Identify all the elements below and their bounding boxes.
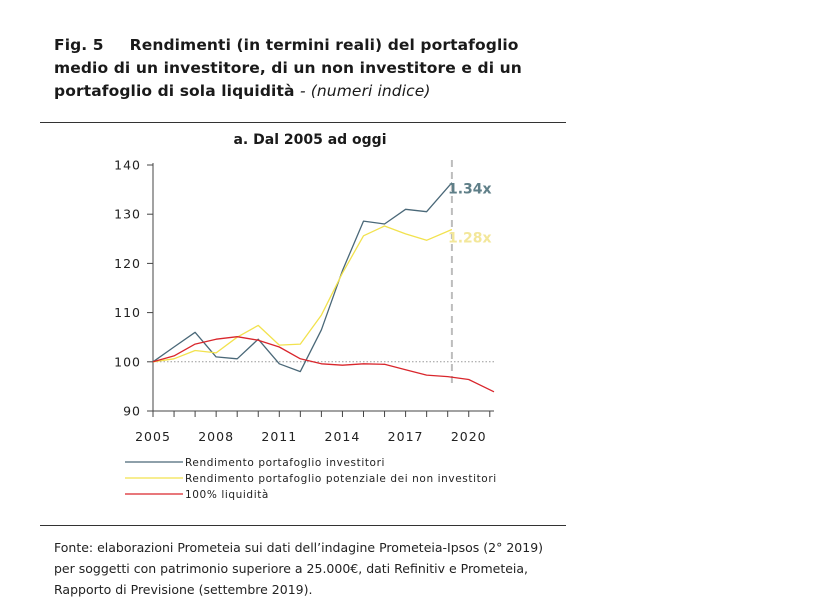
- series-line-1: [153, 226, 452, 362]
- x-tick-label: 2011: [261, 429, 298, 444]
- chart-annotations: [448, 182, 492, 247]
- y-tick-label: 130: [114, 206, 141, 222]
- legend-label: Rendimento portafoglio investitori: [185, 457, 386, 469]
- multiplier-annotation: 1.28x: [448, 230, 492, 247]
- figure-number: Fig. 5: [54, 36, 104, 54]
- chart-legend: [125, 457, 497, 501]
- x-tick-label: 2005: [135, 429, 171, 444]
- legend-label: 100% liquidità: [185, 489, 269, 501]
- multiplier-annotation: 1.34x: [448, 181, 492, 198]
- legend-label: Rendimento portafoglio potenziale dei non investitori: [185, 473, 497, 485]
- x-tick-label: 2017: [387, 429, 424, 444]
- x-tick-label: 2008: [198, 429, 235, 444]
- y-tick-label: 120: [114, 255, 141, 271]
- x-tick-label: 2014: [324, 429, 361, 444]
- x-tick-label: 2020: [450, 429, 487, 444]
- series-line-2: [153, 337, 494, 392]
- chart-series: [153, 183, 494, 392]
- source-note: Fonte: elaborazioni Prometeia sui dati dell’indagine Prometeia-Ipsos (2° 2019) per soggetti con patrimonio superiore a 25.000€, dati Refinitiv e Prometeia, Rapporto di Previsione (settembre 2019).: [54, 540, 544, 597]
- y-tick-label: 140: [114, 157, 141, 173]
- y-tick-label: 110: [114, 305, 141, 321]
- y-tick-label: 90: [123, 403, 141, 419]
- y-tick-label: 100: [114, 354, 141, 370]
- figure-title: Rendimenti (in termini reali) del portafoglio medio di un investitore, di un non investitore e di un portafoglio di sola liquidità: [54, 36, 522, 100]
- chart-title: a. Dal 2005 ad oggi: [233, 132, 387, 148]
- bottom-rule: [40, 525, 566, 526]
- figure-title-suffix: - (numeri indice): [300, 82, 431, 100]
